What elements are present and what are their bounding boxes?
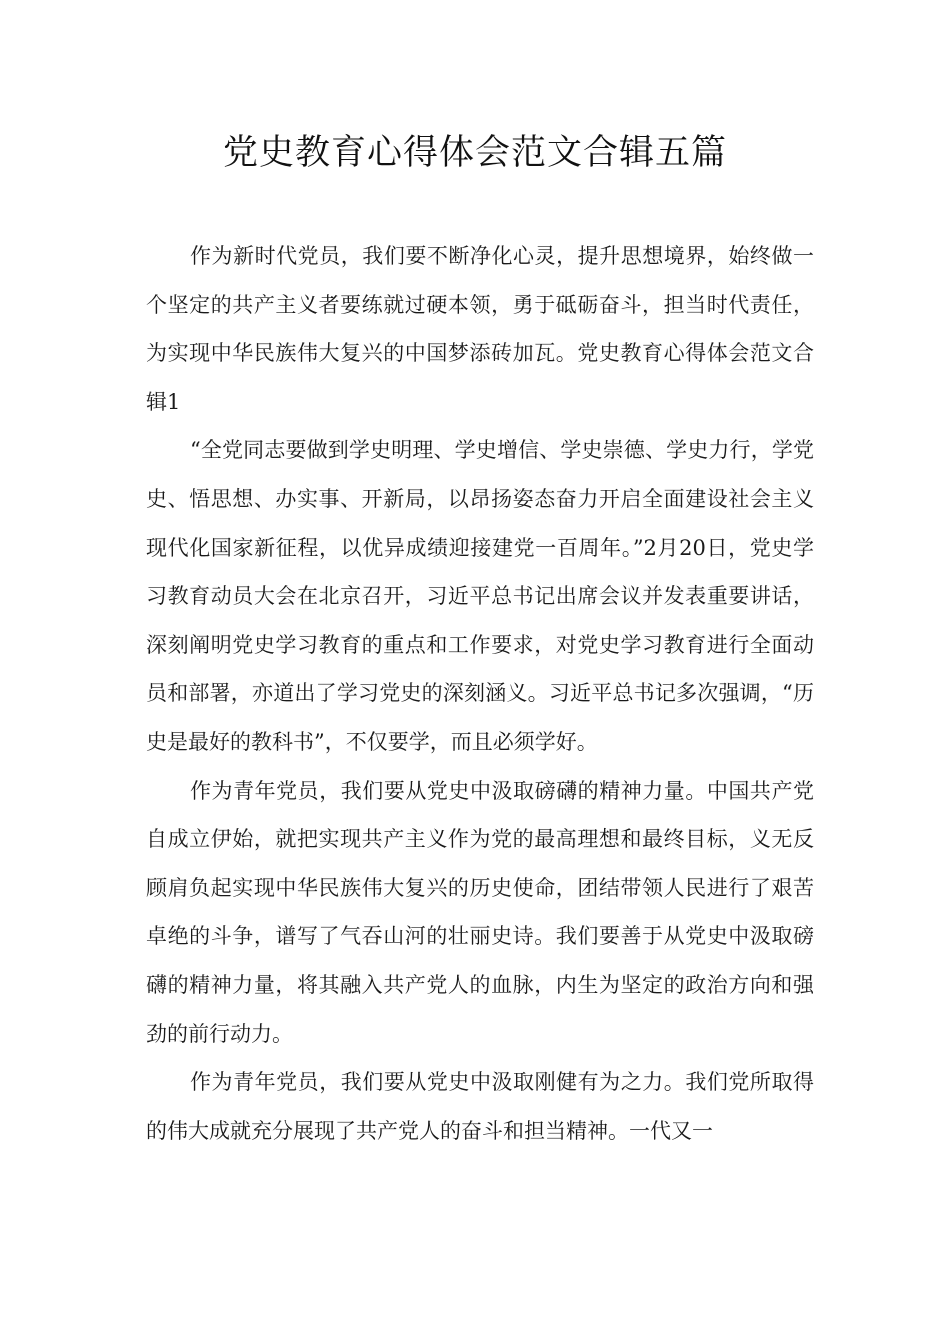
paragraph: 作为青年党员，我们要从党史中汲取磅礴的精神力量。中国共产党自成立伊始，就把实现共产主义作为党的最高理想和最终目标，义无反顾肩负起实现中华民族伟大复兴的历史使命，团结带领人民进行了艰苦卓绝的斗争，谱写了气吞山河的壮丽史诗。我们要善于从党史中汲取磅礴的精神力量，将其融入共产党人的血脉，内生为坚定的政治方向和强劲的前行动力。: [146, 778, 814, 1046]
document-body: [146, 232, 814, 1155]
paragraph: 作为新时代党员，我们要不断净化心灵，提升思想境界，始终做一个坚定的共产主义者要练就过硬本领，勇于砥砺奋斗，担当时代责任，为实现中华民族伟大复兴的中国梦添砖加瓦。党史教育心得体会范文合辑1: [146, 244, 814, 414]
paragraph: 作为青年党员，我们要从党史中汲取刚健有为之力。我们党所取得的伟大成就充分展现了共产党人的奋斗和担当精神。一代又一: [146, 1070, 814, 1143]
paragraph: “全党同志要做到学史明理、学史增信、学史崇德、学史力行，学党史、悟思想、办实事、开新局，以昂扬姿态奋力开启全面建设社会主义现代化国家新征程，以优异成绩迎接建党一百周年。”2月20日，党史学习教育动员大会在北京召开，习近平总书记出席会议并发表重要讲话，深刻阐明党史学习教育的重点和工作要求，对党史学习教育进行全面动员和部署，亦道出了学习党史的深刻涵义。习近平总书记多次强调，“历史是最好的教科书”，不仅要学，而且必须学好。: [146, 438, 814, 754]
document-title: 党史教育心得体会范文合辑五篇: [222, 133, 727, 173]
